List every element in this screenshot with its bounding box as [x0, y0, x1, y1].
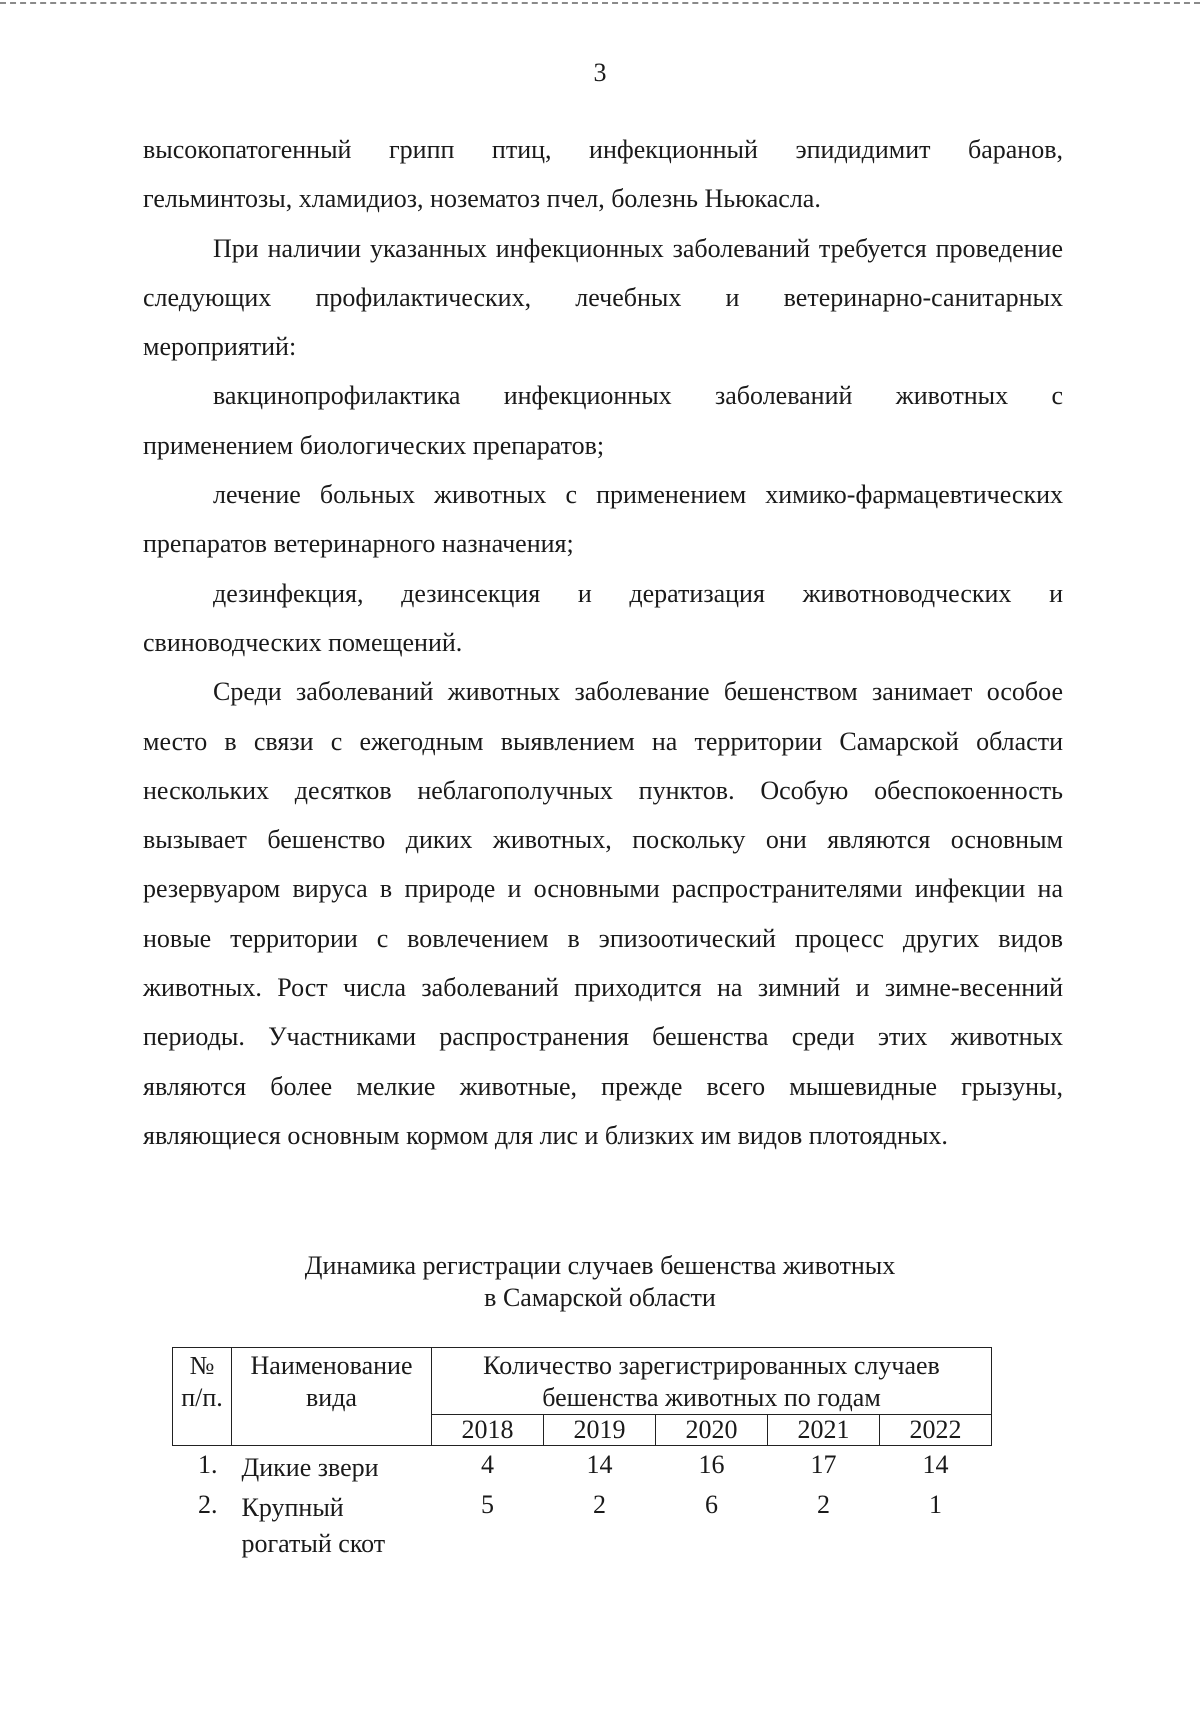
- page-number: 3: [593, 58, 607, 87]
- header-name-line-2: вида: [306, 1383, 357, 1412]
- table-title: [0, 1250, 1200, 1314]
- header-name-line-1: Наименование: [250, 1351, 413, 1380]
- row-value-2022: 1: [929, 1490, 942, 1519]
- row-value-2019: 14: [586, 1450, 613, 1479]
- table-row: [173, 1486, 992, 1562]
- row-value-2020: 6: [705, 1490, 718, 1519]
- row-value-2022: 14: [922, 1450, 949, 1479]
- row-animal-name-line-1: Дикие звери: [241, 1453, 379, 1482]
- header-count-line-2: бешенства животных по годам: [542, 1383, 881, 1412]
- row-value-2019: 2: [593, 1490, 606, 1519]
- paragraph-6: Среди заболеваний животных заболевание бешенством занимает особое место в связи с ежегодным выявлением на территории Самарской области нескольких десятков неблагополучных пунктов. Особую обеспокоенность вызывает бешенство диких животных, поскольку они являются основным резервуаром вируса в природе и основными распространителями инфекции на новые территории с вовлечением в эпизоотический процесс других видов животных. Рост числа заболеваний приходится на зимний и зимне-весенний периоды. Участниками распространения бешенства среди этих животных являются более мелкие животные, прежде всего мышевидные грызуны, являющиеся основным кормом для лис и близких им видов плотоядных.: [143, 677, 1063, 1150]
- header-year-2019: 2019: [544, 1415, 656, 1446]
- row-number: 1.: [198, 1450, 218, 1479]
- paragraph-5: дезинфекция, дезинсекция и дератизация животноводческих и свиноводческих помещений.: [143, 578, 1063, 657]
- row-animal-name-line-1: Крупный: [241, 1493, 344, 1522]
- table-header-row-1: [173, 1348, 992, 1415]
- row-value-2018: 4: [481, 1450, 494, 1479]
- header-number-line-1: №: [189, 1351, 215, 1380]
- row-animal-name: [232, 1446, 432, 1487]
- table-title-line-2: в Самарской области: [484, 1283, 716, 1312]
- header-number-line-2: п/п.: [181, 1383, 223, 1412]
- table-row: [173, 1446, 992, 1487]
- paragraph-4: лечение больных животных с применением химико-фармацевтических препаратов ветеринарного назначения;: [143, 480, 1063, 559]
- row-value-2021: 17: [810, 1450, 837, 1479]
- paragraph-1: высокопатогенный грипп птиц, инфекционный эпидидимит баранов, гельминтозы, хламидиоз, нозематоз пчел, болезнь Ньюкасла.: [143, 135, 1063, 214]
- row-number: 2.: [198, 1490, 218, 1519]
- body-text: [143, 125, 1063, 1160]
- top-scan-border: [0, 2, 1200, 4]
- header-year-2020: 2020: [656, 1415, 768, 1446]
- rabies-cases-table: [172, 1347, 992, 1562]
- row-value-2020: 16: [698, 1450, 725, 1479]
- header-name-cell: [232, 1348, 432, 1446]
- row-animal-name-line-2: рогатый скот: [241, 1529, 386, 1558]
- row-value-2018: 5: [481, 1490, 494, 1519]
- row-value-2021: 2: [817, 1490, 830, 1519]
- header-count-line-1: Количество зарегистрированных случаев: [483, 1351, 940, 1380]
- header-year-2018: 2018: [432, 1415, 544, 1446]
- header-year-2022: 2022: [880, 1415, 992, 1446]
- header-number-cell: [173, 1348, 232, 1446]
- row-animal-name: [232, 1486, 432, 1562]
- table-title-line-1: Динамика регистрации случаев бешенства животных: [304, 1251, 896, 1280]
- paragraph-3: вакцинопрофилактика инфекционных заболеваний животных с применением биологических препаратов;: [143, 381, 1063, 460]
- paragraph-2: При наличии указанных инфекционных заболеваний требуется проведение следующих профилактических, лечебных и ветеринарно-санитарных мероприятий:: [143, 233, 1063, 362]
- header-count-span-cell: [432, 1348, 992, 1415]
- header-year-2021: 2021: [768, 1415, 880, 1446]
